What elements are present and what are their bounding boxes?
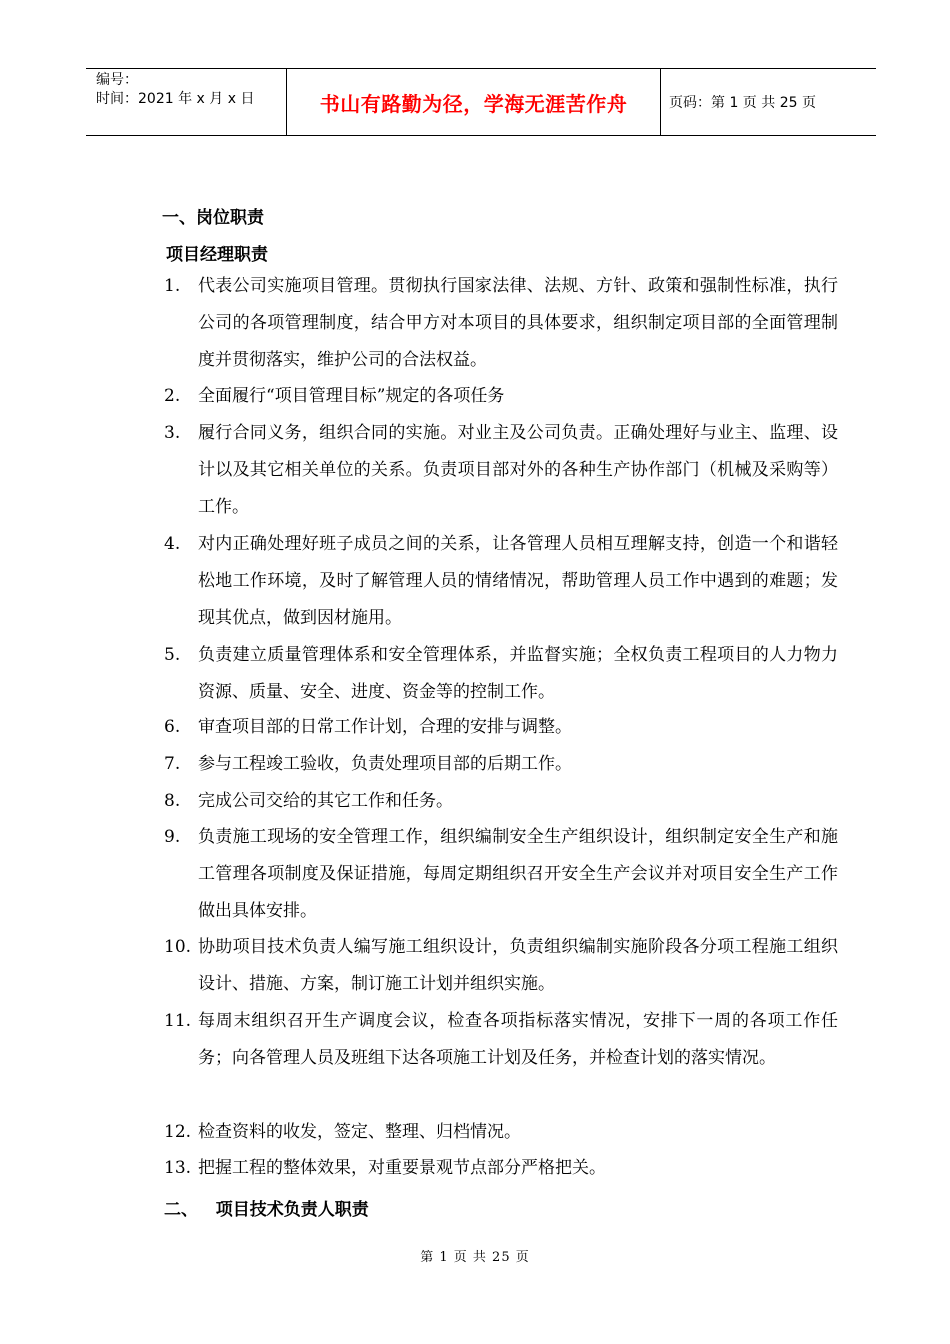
list-item <box>164 819 844 930</box>
list-item <box>164 378 844 415</box>
section-subtitle: 项目经理职责 <box>166 245 268 265</box>
list-item-text: 审查项目部的日常工作计划，合理的安排与调整。 <box>198 717 572 737</box>
list-item-text: 负责施工现场的安全管理工作，组织编制安全生产组织设计，组织制定安全生产和施工管理各项制度及保证措施，每周定期组织召开安全生产会议并对项目安全生产工作做出具体安排。 <box>198 827 838 921</box>
list-item <box>164 1003 844 1077</box>
document-header <box>86 68 876 136</box>
list-item-text: 全面履行“项目管理目标”规定的各项任务 <box>198 386 505 406</box>
list-item-text: 代表公司实施项目管理。贯彻执行国家法律、法规、方针、政策和强制性标准，执行公司的各项管理制度，结合甲方对本项目的具体要求，组织制定项目部的全面管理制度并贯彻落实，维护公司的合法权益。 <box>198 276 838 370</box>
list-item-number: 9. <box>164 827 181 847</box>
header-meta <box>86 69 287 135</box>
section-title: 二、 项目技术负责人职责 <box>164 1200 369 1220</box>
list-item-number: 10. <box>164 937 192 957</box>
list-item-number: 13. <box>164 1158 192 1178</box>
list-item-text: 参与工程竣工验收，负责处理项目部的后期工作。 <box>198 754 572 774</box>
header-page-label: 页码：第 1 页 共 25 页 <box>669 95 816 111</box>
document-number-label: 编号： <box>96 72 138 88</box>
list-item-number: 5. <box>164 645 181 665</box>
list-item-text: 每周末组织召开生产调度会议，检查各项指标落实情况，安排下一周的各项工作任务；向各管理人员及班组下达各项施工计划及任务，并检查计划的落实情况。 <box>198 1011 838 1068</box>
list-item <box>164 746 844 783</box>
list-item <box>164 415 844 526</box>
list-item-number: 8. <box>164 791 181 811</box>
list-item <box>164 709 844 746</box>
list-item-text: 完成公司交给的其它工作和任务。 <box>198 791 453 811</box>
list-item-text: 履行合同义务，组织合同的实施。对业主及公司负责。正确处理好与业主、监理、设计以及其它相关单位的关系。负责项目部对外的各种生产协作部门（机械及采购等）工作。 <box>198 423 838 517</box>
list-item-number: 1. <box>164 276 181 296</box>
page-footer: 第 1 页 共 25 页 <box>420 1250 530 1265</box>
list-item-number: 4. <box>164 534 181 554</box>
list-item-text: 对内正确处理好班子成员之间的关系，让各管理人员相互理解支持，创造一个和谐轻松地工作环境，及时了解管理人员的情绪情况，帮助管理人员工作中遇到的难题；发现其优点，做到因材施用。 <box>198 534 838 628</box>
section-title: 一、岗位职责 <box>162 208 264 228</box>
list-item-text: 协助项目技术负责人编写施工组织设计，负责组织编制实施阶段各分项工程施工组织设计、措施、方案，制订施工计划并组织实施。 <box>198 937 838 994</box>
list-item-text: 把握工程的整体效果，对重要景观节点部分严格把关。 <box>198 1158 606 1178</box>
list-item <box>164 526 844 637</box>
list-item-number: 11. <box>164 1011 192 1031</box>
list-item <box>164 1150 844 1187</box>
list-item <box>164 637 844 711</box>
list-item <box>164 268 844 379</box>
list-item-text: 检查资料的收发，签定、整理、归档情况。 <box>198 1122 521 1142</box>
header-motto: 书山有路勤为径，学海无涯苦作舟 <box>287 69 661 135</box>
list-item-number: 3. <box>164 423 181 443</box>
list-item-number: 7. <box>164 754 181 774</box>
list-item-number: 12. <box>164 1122 192 1142</box>
list-item <box>164 783 844 820</box>
list-item <box>164 929 844 1003</box>
list-item-number: 2. <box>164 386 181 406</box>
list-item-text: 负责建立质量管理体系和安全管理体系，并监督实施；全权负责工程项目的人力物力资源、质量、安全、进度、资金等的控制工作。 <box>198 645 838 702</box>
list-item-number: 6. <box>164 717 181 737</box>
document-time-label: 时间：2021 年 x 月 x 日 <box>96 91 255 107</box>
list-item <box>164 1114 844 1151</box>
